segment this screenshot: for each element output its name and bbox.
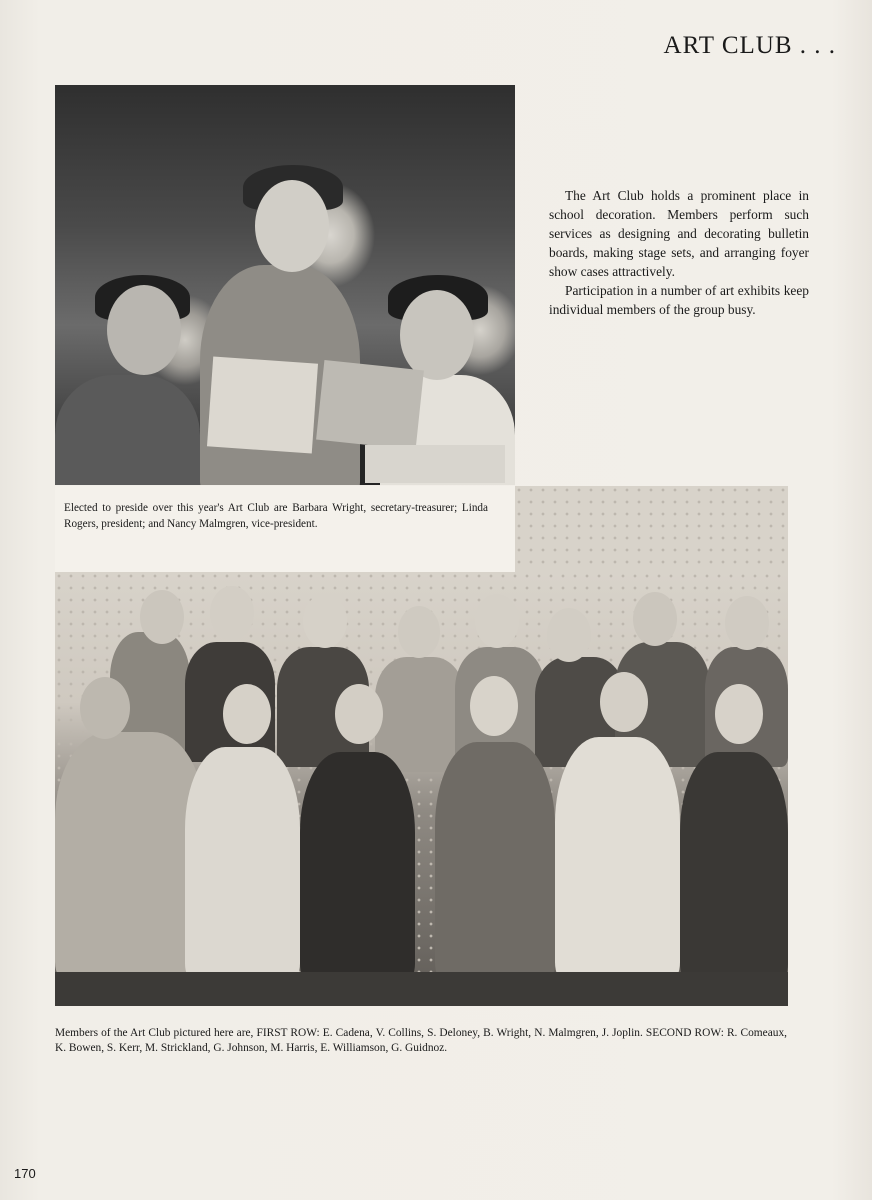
description-paragraph-2: Participation in a number of art exhibits keep individual members of the group busy. bbox=[549, 283, 809, 317]
photo-person bbox=[185, 747, 300, 982]
photo-floor bbox=[55, 972, 788, 1006]
photo-face bbox=[398, 606, 440, 658]
photo-face bbox=[80, 677, 130, 739]
photo-face bbox=[715, 684, 763, 744]
photo-face bbox=[547, 608, 591, 662]
photo-face bbox=[223, 684, 271, 744]
photo-face bbox=[210, 586, 254, 640]
photo-person bbox=[555, 737, 680, 982]
photo-person bbox=[55, 732, 205, 982]
photo-face bbox=[633, 592, 677, 646]
photo-figure-left bbox=[55, 375, 200, 485]
photo-person bbox=[300, 752, 415, 982]
photo-paper bbox=[365, 445, 505, 483]
photo-face-center bbox=[255, 180, 329, 272]
photo-face bbox=[475, 594, 519, 648]
backdrop-strip bbox=[515, 486, 788, 572]
members-group-photo bbox=[55, 572, 788, 1006]
page-heading: ART CLUB . . . bbox=[663, 32, 836, 59]
photo-face-left bbox=[107, 285, 181, 375]
photo-person bbox=[435, 742, 555, 982]
photo-artwork-left bbox=[207, 356, 318, 453]
photo-face-right bbox=[400, 290, 474, 380]
club-description bbox=[549, 186, 809, 319]
photo-face bbox=[600, 672, 648, 732]
photo-face bbox=[470, 676, 518, 736]
members-caption: Members of the Art Club pictured here are, FIRST ROW: E. Cadena, V. Collins, S. Deloney, B. Wright, N. Malmgren, J. Joplin. SECOND ROW: R. Comeaux, K. Bowen, S. Kerr, M. Strickland, G. Johnson, M. Harris, E. Williamson, G. Guidnoz. bbox=[55, 1027, 787, 1054]
description-paragraph-1: The Art Club holds a prominent place in school decoration. Members perform such services as designing and decorating bulletin boards, making stage sets, and arranging foyer show cases attractively. bbox=[549, 188, 809, 279]
photo-person bbox=[375, 657, 465, 772]
photo-artwork-right bbox=[316, 360, 424, 450]
photo-face bbox=[140, 590, 184, 644]
photo-person bbox=[680, 752, 788, 982]
photo-face bbox=[303, 594, 347, 648]
officers-caption: Elected to preside over this year's Art Club are Barbara Wright, secretary-treasurer; Linda Rogers, president; and Nancy Malmgren, vice-president. bbox=[64, 502, 488, 530]
photo-face bbox=[335, 684, 383, 744]
officers-photo bbox=[55, 85, 515, 485]
photo-face bbox=[725, 596, 769, 650]
page-number: 170 bbox=[14, 1166, 36, 1181]
